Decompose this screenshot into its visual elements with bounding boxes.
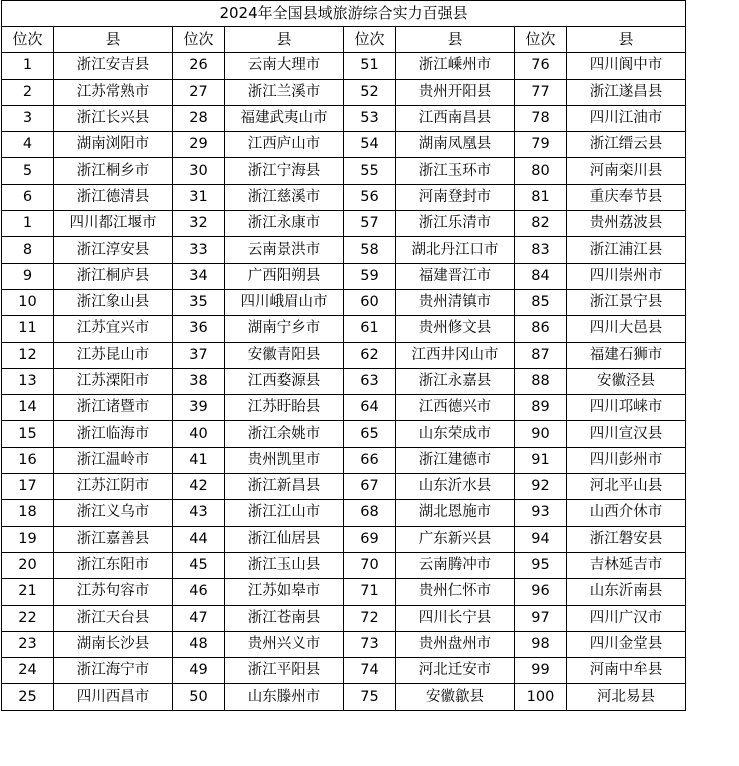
table-row <box>2 447 686 473</box>
county-cell: 浙江长兴县 <box>54 105 173 131</box>
table-row <box>2 79 686 105</box>
rank-cell: 6 <box>2 184 54 210</box>
rank-cell: 55 <box>344 158 396 184</box>
rank-cell: 2 <box>2 79 54 105</box>
rank-cell: 85 <box>515 289 567 315</box>
table-row <box>2 263 686 289</box>
table-row <box>2 552 686 578</box>
rank-cell: 88 <box>515 368 567 394</box>
county-cell: 福建武夷山市 <box>225 105 344 131</box>
rank-cell: 13 <box>2 368 54 394</box>
county-cell: 浙江桐庐县 <box>54 263 173 289</box>
county-cell: 福建石狮市 <box>567 342 686 368</box>
county-cell: 浙江海宁市 <box>54 658 173 684</box>
rank-cell: 27 <box>173 79 225 105</box>
county-cell: 贵州清镇市 <box>396 289 515 315</box>
rank-cell: 48 <box>173 631 225 657</box>
rank-cell: 42 <box>173 474 225 500</box>
rank-cell: 15 <box>2 421 54 447</box>
county-cell: 江苏常熟市 <box>54 79 173 105</box>
county-cell: 浙江桐乡市 <box>54 158 173 184</box>
table-row <box>2 184 686 210</box>
rank-cell: 75 <box>344 684 396 710</box>
county-cell: 福建晋江市 <box>396 263 515 289</box>
rank-cell: 91 <box>515 447 567 473</box>
county-cell: 浙江嵊州市 <box>396 53 515 79</box>
table-row <box>2 105 686 131</box>
rank-header: 位次 <box>2 27 54 53</box>
rank-cell: 84 <box>515 263 567 289</box>
county-cell: 广西阳朔县 <box>225 263 344 289</box>
county-cell: 四川广汉市 <box>567 605 686 631</box>
rank-cell: 100 <box>515 684 567 710</box>
rank-cell: 77 <box>515 79 567 105</box>
rank-cell: 61 <box>344 316 396 342</box>
county-cell: 云南景洪市 <box>225 237 344 263</box>
rank-cell: 47 <box>173 605 225 631</box>
county-cell: 浙江建德市 <box>396 447 515 473</box>
rank-cell: 28 <box>173 105 225 131</box>
rank-cell: 10 <box>2 289 54 315</box>
rank-cell: 65 <box>344 421 396 447</box>
county-cell: 贵州盘州市 <box>396 631 515 657</box>
rank-cell: 98 <box>515 631 567 657</box>
rank-cell: 92 <box>515 474 567 500</box>
county-cell: 湖南浏阳市 <box>54 132 173 158</box>
rank-cell: 26 <box>173 53 225 79</box>
rank-cell: 54 <box>344 132 396 158</box>
rank-cell: 72 <box>344 605 396 631</box>
rank-cell: 31 <box>173 184 225 210</box>
rank-header: 位次 <box>173 27 225 53</box>
rank-cell: 60 <box>344 289 396 315</box>
county-header: 县 <box>225 27 344 53</box>
county-cell: 浙江诸暨市 <box>54 395 173 421</box>
rank-cell: 80 <box>515 158 567 184</box>
table-row <box>2 631 686 657</box>
rank-cell: 43 <box>173 500 225 526</box>
rank-header: 位次 <box>515 27 567 53</box>
rank-cell: 94 <box>515 526 567 552</box>
rank-cell: 18 <box>2 500 54 526</box>
table-row <box>2 395 686 421</box>
county-cell: 湖北丹江口市 <box>396 237 515 263</box>
county-cell: 四川大邑县 <box>567 316 686 342</box>
rank-cell: 76 <box>515 53 567 79</box>
rank-header: 位次 <box>344 27 396 53</box>
county-cell: 浙江天台县 <box>54 605 173 631</box>
table-row <box>2 237 686 263</box>
county-cell: 四川江油市 <box>567 105 686 131</box>
rank-cell: 81 <box>515 184 567 210</box>
county-cell: 浙江玉山县 <box>225 552 344 578</box>
county-cell: 山东荣成市 <box>396 421 515 447</box>
rank-cell: 14 <box>2 395 54 421</box>
county-cell: 浙江嘉善县 <box>54 526 173 552</box>
county-cell: 浙江景宁县 <box>567 289 686 315</box>
rank-cell: 50 <box>173 684 225 710</box>
rank-cell: 36 <box>173 316 225 342</box>
rank-cell: 51 <box>344 53 396 79</box>
county-cell: 江苏盱眙县 <box>225 395 344 421</box>
county-cell: 江苏昆山市 <box>54 342 173 368</box>
county-cell: 浙江乐清市 <box>396 211 515 237</box>
county-cell: 浙江义乌市 <box>54 500 173 526</box>
rank-cell: 9 <box>2 263 54 289</box>
rank-cell: 68 <box>344 500 396 526</box>
rank-cell: 11 <box>2 316 54 342</box>
county-cell: 湖南宁乡市 <box>225 316 344 342</box>
county-cell: 广东新兴县 <box>396 526 515 552</box>
county-cell: 四川宣汉县 <box>567 421 686 447</box>
county-cell: 浙江永嘉县 <box>396 368 515 394</box>
county-cell: 山东滕州市 <box>225 684 344 710</box>
county-header: 县 <box>396 27 515 53</box>
county-cell: 河北平山县 <box>567 474 686 500</box>
table-body <box>2 53 686 710</box>
rank-cell: 39 <box>173 395 225 421</box>
county-cell: 湖北恩施市 <box>396 500 515 526</box>
rank-cell: 73 <box>344 631 396 657</box>
county-cell: 浙江玉环市 <box>396 158 515 184</box>
rank-cell: 8 <box>2 237 54 263</box>
table-row <box>2 289 686 315</box>
county-cell: 浙江苍南县 <box>225 605 344 631</box>
rank-cell: 74 <box>344 658 396 684</box>
rank-cell: 86 <box>515 316 567 342</box>
county-cell: 江西南昌县 <box>396 105 515 131</box>
rank-cell: 37 <box>173 342 225 368</box>
county-cell: 湖南长沙县 <box>54 631 173 657</box>
county-cell: 浙江兰溪市 <box>225 79 344 105</box>
county-cell: 贵州凯里市 <box>225 447 344 473</box>
rank-cell: 67 <box>344 474 396 500</box>
rank-cell: 44 <box>173 526 225 552</box>
rank-cell: 24 <box>2 658 54 684</box>
rank-cell: 38 <box>173 368 225 394</box>
rank-cell: 45 <box>173 552 225 578</box>
county-cell: 四川西昌市 <box>54 684 173 710</box>
rank-cell: 56 <box>344 184 396 210</box>
county-cell: 云南腾冲市 <box>396 552 515 578</box>
rank-cell: 97 <box>515 605 567 631</box>
county-cell: 江苏溧阳市 <box>54 368 173 394</box>
county-cell: 浙江余姚市 <box>225 421 344 447</box>
table-row <box>2 211 686 237</box>
county-cell: 四川金堂县 <box>567 631 686 657</box>
county-cell: 江西井冈山市 <box>396 342 515 368</box>
county-cell: 浙江磐安县 <box>567 526 686 552</box>
rank-cell: 71 <box>344 579 396 605</box>
rank-cell: 12 <box>2 342 54 368</box>
table-row <box>2 53 686 79</box>
rank-cell: 57 <box>344 211 396 237</box>
county-cell: 四川峨眉山市 <box>225 289 344 315</box>
rank-cell: 29 <box>173 132 225 158</box>
table-row <box>2 658 686 684</box>
county-cell: 安徽歙县 <box>396 684 515 710</box>
ranking-table <box>1 0 686 711</box>
rank-cell: 25 <box>2 684 54 710</box>
county-cell: 江苏句容市 <box>54 579 173 605</box>
county-header: 县 <box>54 27 173 53</box>
header-row <box>2 27 686 53</box>
ranking-sheet <box>1 0 686 711</box>
rank-cell: 19 <box>2 526 54 552</box>
rank-cell: 99 <box>515 658 567 684</box>
county-cell: 河南栾川县 <box>567 158 686 184</box>
rank-cell: 87 <box>515 342 567 368</box>
rank-cell: 82 <box>515 211 567 237</box>
rank-cell: 93 <box>515 500 567 526</box>
rank-cell: 34 <box>173 263 225 289</box>
county-cell: 浙江慈溪市 <box>225 184 344 210</box>
county-cell: 浙江安吉县 <box>54 53 173 79</box>
county-cell: 吉林延吉市 <box>567 552 686 578</box>
rank-cell: 62 <box>344 342 396 368</box>
county-cell: 江苏如皋市 <box>225 579 344 605</box>
rank-cell: 59 <box>344 263 396 289</box>
county-cell: 安徽泾县 <box>567 368 686 394</box>
rank-cell: 46 <box>173 579 225 605</box>
county-cell: 浙江新昌县 <box>225 474 344 500</box>
rank-cell: 16 <box>2 447 54 473</box>
rank-cell: 5 <box>2 158 54 184</box>
county-cell: 贵州荔波县 <box>567 211 686 237</box>
county-cell: 贵州修文县 <box>396 316 515 342</box>
table-row <box>2 132 686 158</box>
county-cell: 河北易县 <box>567 684 686 710</box>
rank-cell: 79 <box>515 132 567 158</box>
county-cell: 浙江东阳市 <box>54 552 173 578</box>
table-row <box>2 605 686 631</box>
rank-cell: 90 <box>515 421 567 447</box>
county-cell: 贵州兴义市 <box>225 631 344 657</box>
county-cell: 贵州仁怀市 <box>396 579 515 605</box>
county-cell: 四川都江堰市 <box>54 211 173 237</box>
rank-cell: 95 <box>515 552 567 578</box>
county-cell: 河北迁安市 <box>396 658 515 684</box>
county-cell: 山东沂水县 <box>396 474 515 500</box>
table-row <box>2 579 686 605</box>
rank-cell: 49 <box>173 658 225 684</box>
county-cell: 四川长宁县 <box>396 605 515 631</box>
county-cell: 四川彭州市 <box>567 447 686 473</box>
rank-cell: 40 <box>173 421 225 447</box>
rank-cell: 32 <box>173 211 225 237</box>
rank-cell: 33 <box>173 237 225 263</box>
table-row <box>2 684 686 710</box>
county-cell: 贵州开阳县 <box>396 79 515 105</box>
rank-cell: 23 <box>2 631 54 657</box>
county-cell: 浙江仙居县 <box>225 526 344 552</box>
rank-cell: 89 <box>515 395 567 421</box>
county-cell: 山东沂南县 <box>567 579 686 605</box>
rank-cell: 1 <box>2 53 54 79</box>
county-cell: 浙江永康市 <box>225 211 344 237</box>
county-cell: 浙江缙云县 <box>567 132 686 158</box>
rank-cell: 3 <box>2 105 54 131</box>
county-cell: 浙江象山县 <box>54 289 173 315</box>
county-cell: 浙江德清县 <box>54 184 173 210</box>
rank-cell: 96 <box>515 579 567 605</box>
rank-cell: 22 <box>2 605 54 631</box>
county-cell: 安徽青阳县 <box>225 342 344 368</box>
county-cell: 河南中牟县 <box>567 658 686 684</box>
table-row <box>2 158 686 184</box>
county-cell: 浙江宁海县 <box>225 158 344 184</box>
rank-cell: 66 <box>344 447 396 473</box>
rank-cell: 83 <box>515 237 567 263</box>
county-cell: 浙江临海市 <box>54 421 173 447</box>
county-cell: 浙江浦江县 <box>567 237 686 263</box>
county-cell: 浙江淳安县 <box>54 237 173 263</box>
county-cell: 重庆奉节县 <box>567 184 686 210</box>
county-header: 县 <box>567 27 686 53</box>
rank-cell: 70 <box>344 552 396 578</box>
county-cell: 四川阆中市 <box>567 53 686 79</box>
county-cell: 江西德兴市 <box>396 395 515 421</box>
county-cell: 浙江温岭市 <box>54 447 173 473</box>
county-cell: 浙江江山市 <box>225 500 344 526</box>
rank-cell: 20 <box>2 552 54 578</box>
county-cell: 云南大理市 <box>225 53 344 79</box>
county-cell: 四川崇州市 <box>567 263 686 289</box>
rank-cell: 58 <box>344 237 396 263</box>
county-cell: 湖南凤凰县 <box>396 132 515 158</box>
rank-cell: 1 <box>2 211 54 237</box>
rank-cell: 69 <box>344 526 396 552</box>
county-cell: 浙江遂昌县 <box>567 79 686 105</box>
rank-cell: 17 <box>2 474 54 500</box>
table-row <box>2 421 686 447</box>
rank-cell: 30 <box>173 158 225 184</box>
rank-cell: 21 <box>2 579 54 605</box>
county-cell: 江西婺源县 <box>225 368 344 394</box>
table-title: 2024年全国县域旅游综合实力百强县 <box>2 1 686 27</box>
rank-cell: 52 <box>344 79 396 105</box>
rank-cell: 63 <box>344 368 396 394</box>
table-row <box>2 474 686 500</box>
rank-cell: 78 <box>515 105 567 131</box>
table-row <box>2 316 686 342</box>
rank-cell: 4 <box>2 132 54 158</box>
county-cell: 山西介休市 <box>567 500 686 526</box>
county-cell: 四川邛崃市 <box>567 395 686 421</box>
rank-cell: 41 <box>173 447 225 473</box>
county-cell: 江苏宜兴市 <box>54 316 173 342</box>
rank-cell: 53 <box>344 105 396 131</box>
county-cell: 江西庐山市 <box>225 132 344 158</box>
rank-cell: 35 <box>173 289 225 315</box>
table-row <box>2 368 686 394</box>
table-row <box>2 526 686 552</box>
county-cell: 浙江平阳县 <box>225 658 344 684</box>
table-row <box>2 500 686 526</box>
table-row <box>2 342 686 368</box>
county-cell: 河南登封市 <box>396 184 515 210</box>
rank-cell: 64 <box>344 395 396 421</box>
county-cell: 江苏江阴市 <box>54 474 173 500</box>
